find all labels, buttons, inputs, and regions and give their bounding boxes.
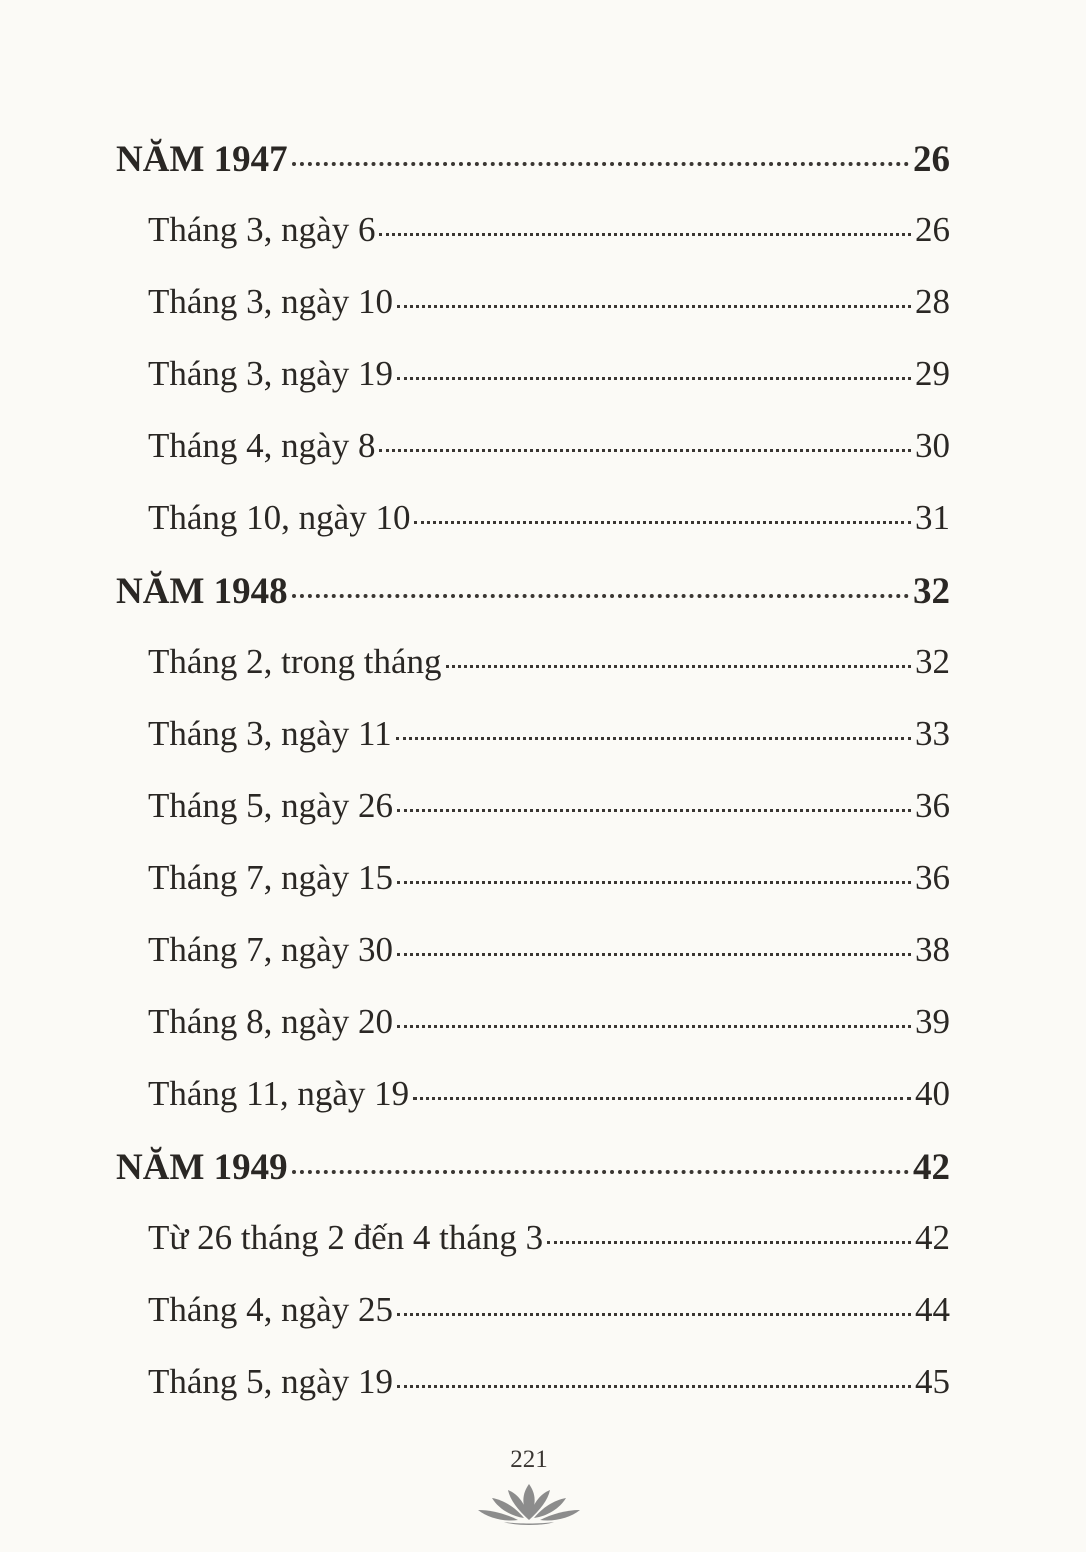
toc-year-heading: [116, 570, 950, 630]
toc-entry-label: Tháng 4, ngày 8: [148, 426, 376, 465]
toc-entry-label: Tháng 3, ngày 19: [148, 354, 393, 393]
dot-leader: [397, 1385, 911, 1388]
toc-entry-label: Tháng 3, ngày 10: [148, 282, 393, 321]
lotus-ornament-icon: [474, 1480, 584, 1526]
toc-year-heading: [116, 138, 950, 198]
toc-entry: [148, 282, 950, 342]
dot-leader: [397, 953, 911, 956]
toc-page-number: 36: [915, 858, 950, 897]
toc-page-number: 26: [915, 210, 950, 249]
dot-leader: [397, 377, 911, 380]
toc-page-number: 40: [915, 1074, 950, 1113]
toc-entry: [148, 498, 950, 558]
toc-year-heading: [116, 1146, 950, 1206]
toc-entry-label: Tháng 3, ngày 6: [148, 210, 376, 249]
toc-entry: [148, 786, 950, 846]
toc-page-number: 28: [915, 282, 950, 321]
toc-entry-label: Tháng 10, ngày 10: [148, 498, 411, 537]
toc-entry-label: Tháng 2, trong tháng: [148, 642, 442, 681]
toc-entry: [148, 1002, 950, 1062]
toc-page-number: 39: [915, 1002, 950, 1041]
toc-page-number: 30: [915, 426, 950, 465]
toc-entry: [148, 642, 950, 702]
toc-entry-label: Tháng 7, ngày 30: [148, 930, 393, 969]
dot-leader: [292, 1170, 909, 1174]
toc-entry: [148, 210, 950, 270]
toc-entry-label: Tháng 5, ngày 19: [148, 1362, 393, 1401]
dot-leader: [547, 1241, 911, 1244]
toc-year-label: NĂM 1947: [116, 139, 288, 180]
toc-entry-label: Tháng 11, ngày 19: [148, 1074, 410, 1113]
toc-entry-label: Tháng 4, ngày 25: [148, 1290, 393, 1329]
dot-leader: [397, 1025, 911, 1028]
toc-page-number: 32: [913, 571, 950, 612]
toc-page-number: 36: [915, 786, 950, 825]
dot-leader: [379, 449, 911, 452]
toc-page-number: 33: [915, 714, 950, 753]
dot-leader: [414, 521, 911, 524]
toc-entry: [148, 1362, 950, 1422]
toc-page-number: 42: [915, 1218, 950, 1257]
toc-page-number: 38: [915, 930, 950, 969]
toc-entry-label: Tháng 7, ngày 15: [148, 858, 393, 897]
toc-page-number: 29: [915, 354, 950, 393]
dot-leader: [379, 233, 911, 236]
toc-entry-label: Tháng 5, ngày 26: [148, 786, 393, 825]
dot-leader: [292, 594, 909, 598]
dot-leader: [413, 1097, 911, 1100]
toc-year-label: NĂM 1949: [116, 1147, 288, 1188]
dot-leader: [397, 809, 911, 812]
toc-entry-label: Tháng 8, ngày 20: [148, 1002, 393, 1041]
toc-entry: [148, 858, 950, 918]
dot-leader: [397, 305, 911, 308]
toc-page-number: 44: [915, 1290, 950, 1329]
toc-page-number: 32: [915, 642, 950, 681]
dot-leader: [396, 737, 911, 740]
toc-entry: [148, 1290, 950, 1350]
toc-page-number: 31: [915, 498, 950, 537]
toc-page-number: 26: [913, 139, 950, 180]
toc-entry: [148, 930, 950, 990]
toc-entry: [148, 426, 950, 486]
dot-leader: [446, 665, 911, 668]
toc-entry-label: Từ 26 tháng 2 đến 4 tháng 3: [148, 1218, 544, 1257]
toc-entry: [148, 1218, 950, 1278]
toc-entry: [148, 1074, 950, 1134]
toc-entry-label: Tháng 3, ngày 11: [148, 714, 392, 753]
toc-page-number: 42: [913, 1147, 950, 1188]
toc-entry: [148, 714, 950, 774]
dot-leader: [397, 1313, 911, 1316]
toc-page-number: 45: [915, 1362, 950, 1401]
toc-year-label: NĂM 1948: [116, 571, 288, 612]
page-number: 221: [510, 1446, 548, 1473]
dot-leader: [397, 881, 911, 884]
toc-entry: [148, 354, 950, 414]
dot-leader: [292, 162, 909, 166]
